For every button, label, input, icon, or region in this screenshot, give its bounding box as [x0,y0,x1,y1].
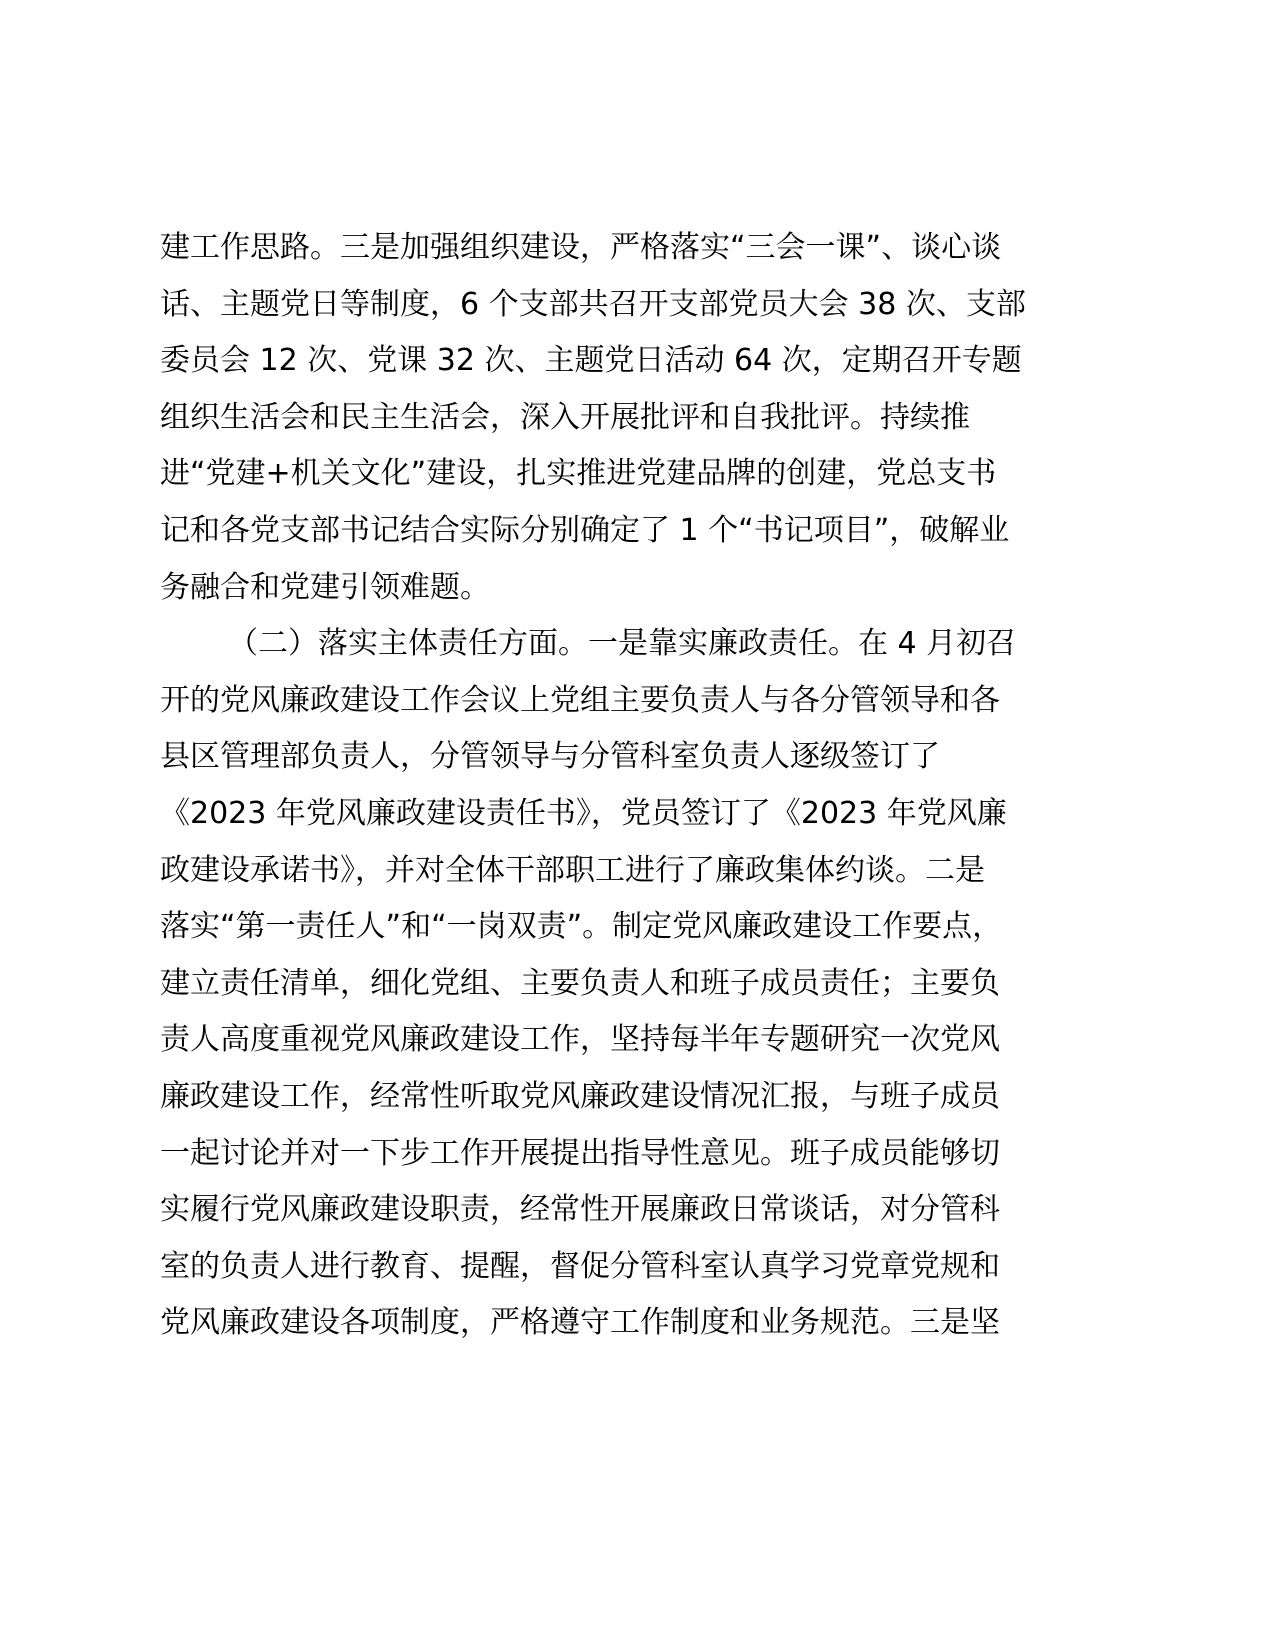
text-line: 建工作思路。三是加强组织建设，严格落实“三会一课”、谈心谈 [160,230,1002,265]
text-line: 务融合和党建引领难题。 [160,569,490,605]
text-line: 《2023 年党风廉政建设责任书》，党员签订了《2023 年党风廉 [160,795,1007,831]
section-heading-line: （二）落实主体责任方面。一是靠实廉政责任。在 4 月初召 [228,626,1017,662]
body-text [160,220,1060,1352]
text-line: 委员会 12 次、党课 32 次、主题党日活动 64 次，定期召开专题 [160,343,1022,379]
text-line: 县区管理部负责人，分管领导与分管科室负责人逐级签订了 [160,739,940,775]
text-line: 室的负责人进行教育、提醒，督促分管科室认真学习党章党规和 [160,1248,1000,1284]
text-line: 进“党建+机关文化”建设，扎实推进党建品牌的创建，党总支书 [160,456,997,492]
text-line: 责人高度重视党风廉政建设工作，坚持每半年专题研究一次党风 [160,1022,1000,1058]
text-line: 记和各党支部书记结合实际分别确定了 1 个“书记项目”，破解业 [160,512,1010,548]
text-line: 建立责任清单，细化党组、主要负责人和班子成员责任；主要负 [160,965,1000,1001]
text-line: 落实“第一责任人”和“一岗双责”。制定党风廉政建设工作要点， [160,909,1003,945]
text-line: 廉政建设工作，经常性听取党风廉政建设情况汇报，与班子成员 [160,1078,1000,1114]
text-line: 政建设承诺书》，并对全体干部职工进行了廉政集体约谈。二是 [160,852,985,888]
text-line: 一起讨论并对一下步工作开展提出指导性意见。班子成员能够切 [160,1135,1000,1171]
text-line: 组织生活会和民主生活会，深入开展批评和自我批评。持续推 [160,399,970,435]
text-line: 实履行党风廉政建设职责，经常性开展廉政日常谈话，对分管科 [160,1192,1000,1228]
text-line: 开的党风廉政建设工作会议上党组主要负责人与各分管领导和各 [160,682,1000,718]
text-line: 话、主题党日等制度，6 个支部共召开支部党员大会 38 次、支部 [160,286,1026,322]
text-line: 党风廉政建设各项制度，严格遵守工作制度和业务规范。三是坚 [160,1305,1000,1341]
